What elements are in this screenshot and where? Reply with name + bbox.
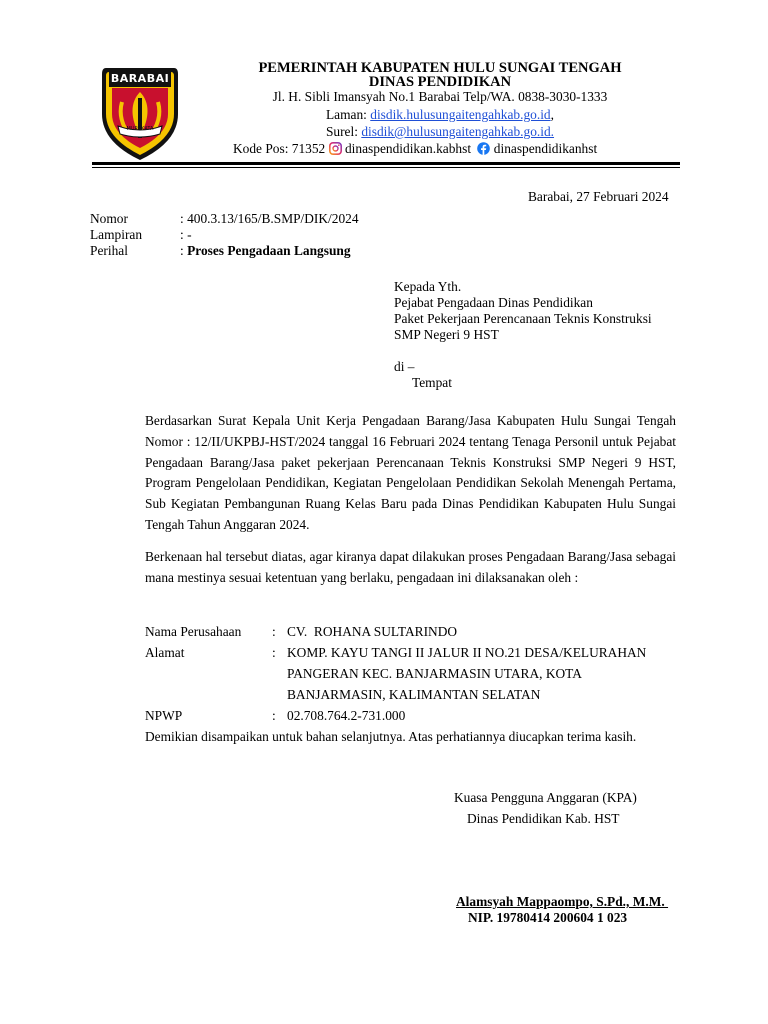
letterhead-line1: PEMERINTAH KABUPATEN HULU SUNGAI TENGAH [258, 60, 622, 76]
company-name-label: Nama Perusahaan [145, 624, 242, 639]
recipient-line-2: Pejabat Pengadaan Dinas Pendidikan [394, 295, 593, 310]
regency-logo [100, 62, 180, 162]
company-address-colon: : [272, 645, 276, 660]
kode-pos: Kode Pos: 71352 [233, 141, 326, 156]
closing-sentence: Demikian disampaikan untuk bahan selanjutnya. Atas perhatiannya diucapkan terima kasih. [145, 729, 637, 744]
instagram-icon [329, 142, 342, 155]
recipient-line-1: Kepada Yth. [394, 279, 462, 294]
body-paragraph-1: Berdasarkan Surat Kepala Unit Kerja Pengadaan Barang/Jasa Kabupaten Hulu Sungai Tengah Nomor : 12/II/UKPBJ-HST/2024 tanggal 16 Februari 2024 tentang Tenaga Personil untuk Pejabat Pengadaan Barang/Jasa paket pekerjaan Perencanaan Teknis Konstruksi SMP Negeri 9 HST, Program Pengelolaan Pendidikan, Kegiatan Pengelolaan Pendidikan Sekolah Menengah Pertama, Sub Kegiatan Pembangunan Ruang Kelas Baru pada Dinas Pendidikan Kabupaten Hulu Sungai Tengah Tahun Anggaran 2024. [145, 413, 676, 532]
instagram-handle: dinaspendidikan.kabhst [344, 141, 472, 156]
letterhead-address: Jl. H. Sibli Imansyah No.1 Barabai Telp/WA. 0838-3030-1333 [272, 89, 608, 104]
recipient-tempat: Tempat [412, 375, 452, 390]
company-npwp-label: NPWP [145, 708, 183, 723]
meta-perihal-sep: : [180, 243, 188, 258]
letterhead-rule-thin [92, 167, 680, 168]
letterhead-line2: DINAS PENDIDIKAN [368, 74, 512, 90]
letter-date: Barabai, 27 Februari 2024 [528, 189, 669, 204]
surel-email-link[interactable]: disdik@hulusungaitengahkab.go.id. [361, 124, 555, 139]
company-name-value: CV. ROHANA SULTARINDO [287, 624, 458, 639]
logo-text-ribbon: MURAKATA [126, 126, 154, 132]
letterhead-rule-thick [92, 162, 680, 165]
surel-label: Surel: [325, 124, 358, 139]
meta-lampiran-label: Lampiran [90, 227, 143, 242]
signature-title-1: Kuasa Pengguna Anggaran (KPA) [454, 790, 637, 805]
meta-lampiran-value: : - [180, 227, 192, 242]
company-npwp-colon: : [272, 708, 276, 723]
signature-nip: NIP. 19780414 200604 1 023 [468, 910, 628, 925]
recipient-line-3: Paket Pekerjaan Perencanaan Teknis Konstruksi [394, 311, 652, 326]
company-name-colon: : [272, 624, 276, 639]
meta-nomor-value: : 400.3.13/165/B.SMP/DIK/2024 [180, 211, 359, 226]
recipient-di: di – [394, 359, 415, 374]
body-paragraph-2: Berkenaan hal tersebut diatas, agar kiranya dapat dilakukan proses Pengadaan Barang/Jasa sebagai mana mestinya sesuai ketentuan yang berlaku, pengadaan ini dilaksanakan oleh : [145, 549, 676, 585]
company-address-line-3: BANJARMASIN, KALIMANTAN SELATAN [287, 687, 541, 702]
company-npwp-value: 02.708.764.2-731.000 [287, 708, 406, 723]
letterhead-surel [200, 124, 680, 140]
letterhead-contacts [233, 141, 693, 157]
letterhead-laman [200, 107, 680, 123]
company-address-line-1: KOMP. KAYU TANGI II JALUR II NO.21 DESA/KELURAHAN [287, 645, 647, 660]
signature-name: Alamsyah Mappaompo, S.Pd., M.M. [456, 894, 669, 909]
company-address-line-2: PANGERAN KEC. BANJARMASIN UTARA, KOTA [287, 666, 582, 681]
company-address-label: Alamat [145, 645, 185, 660]
recipient-line-4: SMP Negeri 9 HST [394, 327, 499, 342]
meta-perihal-value [180, 243, 351, 259]
facebook-handle: dinaspendidikanhst [493, 141, 598, 156]
laman-suffix: , [550, 107, 554, 122]
meta-perihal-subject: Proses Pengadaan Langsung [187, 243, 351, 258]
facebook-icon [477, 142, 490, 155]
signature-title-2: Dinas Pendidikan Kab. HST [467, 811, 620, 826]
laman-link[interactable]: disdik.hulusungaitengahkab.go.id [370, 107, 551, 122]
logo-text-top: BARABAI [110, 72, 170, 85]
laman-label: Laman: [325, 107, 367, 122]
meta-nomor-label: Nomor [90, 211, 128, 226]
meta-perihal-label: Perihal [90, 243, 128, 258]
